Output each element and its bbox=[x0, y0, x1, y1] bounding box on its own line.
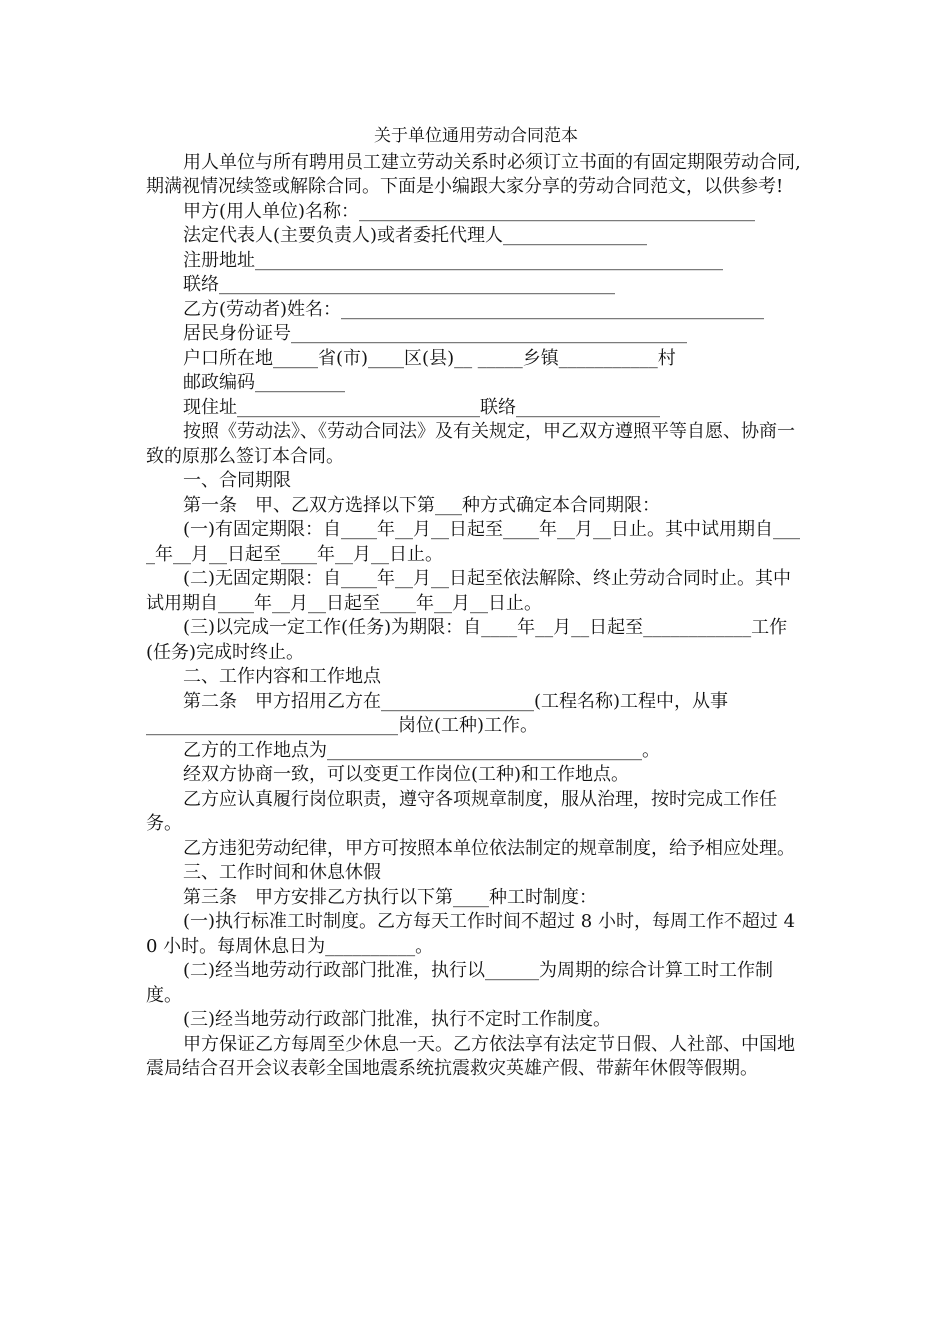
paragraph: (三)经当地劳动行政部门批准，执行不定时工作制度。 bbox=[183, 1009, 612, 1030]
paragraph: 经双方协商一致，可以变更工作岗位(工种)和工作地点。 bbox=[183, 764, 630, 785]
document-title: 关于单位通用劳动合同范本 bbox=[374, 126, 578, 146]
paragraph: 按照《劳动法》、《劳动合同法》及有关规定，甲乙双方遵照平等自愿、协商一致的原那么签订本合同。 bbox=[146, 421, 795, 467]
paragraph: 乙方(劳动者)姓名：_______________________________________________ bbox=[183, 298, 765, 320]
paragraph: 法定代表人(主要负责人)或者委托代理人________________ bbox=[183, 225, 648, 246]
paragraph: 甲方(用人单位)名称：____________________________________________ bbox=[183, 200, 756, 222]
paragraph: ____________________________岗位(工种)工作。 bbox=[146, 715, 539, 736]
paragraph: 三、工作时间和休息休假 bbox=[183, 862, 381, 883]
paragraph: 第二条 甲方招用乙方在_________________(工程名称)工程中，从事 bbox=[183, 690, 729, 712]
paragraph: 注册地址____________________________________________________ bbox=[183, 249, 723, 271]
paragraph: 一、合同期限 bbox=[183, 470, 291, 491]
paragraph: (一)有固定期限：自____年__月__日起至____年__月__日止。其中试用期自____年__月__日起至____年__月__日止。 bbox=[146, 519, 801, 565]
paragraph: 户口所在地_____省(市)____区(县)__ _____乡镇___________村 bbox=[183, 347, 676, 369]
paragraph: 居民身份证号____________________________________________ bbox=[183, 323, 687, 344]
paragraph: (二)无固定期限：自____年__月__日起至依法解除、终止劳动合同时止。其中试用期自____年__月__日起至____年__月__日止。 bbox=[146, 568, 792, 614]
paragraph: (一)执行标准工时制度。乙方每天工作时间不超过 8 小时，每周工作不超过 40 小时。每周休息日为__________。 bbox=[146, 911, 796, 957]
paragraph: 甲方保证乙方每周至少休息一天。乙方依法享有法定节日假、人社部、中国地震局结合召开会议表彰全国地震系统抗震救灾英雄产假、带薪年休假等假期。 bbox=[146, 1033, 795, 1079]
paragraph: 第三条 甲方安排乙方执行以下第____种工时制度： bbox=[183, 886, 597, 908]
paragraph: 二、工作内容和工作地点 bbox=[183, 666, 381, 687]
paragraph: 乙方违犯劳动纪律，甲方可按照本单位依法制定的规章制度，给予相应处理。 bbox=[183, 837, 795, 859]
paragraph: 乙方应认真履行岗位职责，遵守各项规章制度，服从治理，按时完成工作任务。 bbox=[146, 788, 777, 834]
document-body bbox=[146, 124, 806, 1082]
paragraph: 现住址___________________________联络________________ bbox=[183, 396, 660, 418]
paragraph: 乙方的工作地点为___________________________________。 bbox=[183, 739, 660, 761]
paragraph-list bbox=[146, 151, 806, 1082]
paragraph: 用人单位与所有聘用员工建立劳动关系时必须订立书面的有固定期限劳动合同,期满视情况续签或解除合同。下面是小编跟大家分享的劳动合同范文，以供参考! bbox=[146, 151, 801, 197]
paragraph: 邮政编码__________ bbox=[183, 372, 345, 393]
paragraph: 联络____________________________________________ bbox=[183, 274, 615, 295]
paragraph: (三)以完成一定工作(任务)为期限：自____年__月__日起至____________工作(任务)完成时终止。 bbox=[146, 617, 788, 663]
paragraph: (二)经当地劳动行政部门批准，执行以______为周期的综合计算工时工作制度。 bbox=[146, 960, 774, 1006]
paragraph: 第一条 甲、乙双方选择以下第___种方式确定本合同期限： bbox=[183, 494, 660, 516]
